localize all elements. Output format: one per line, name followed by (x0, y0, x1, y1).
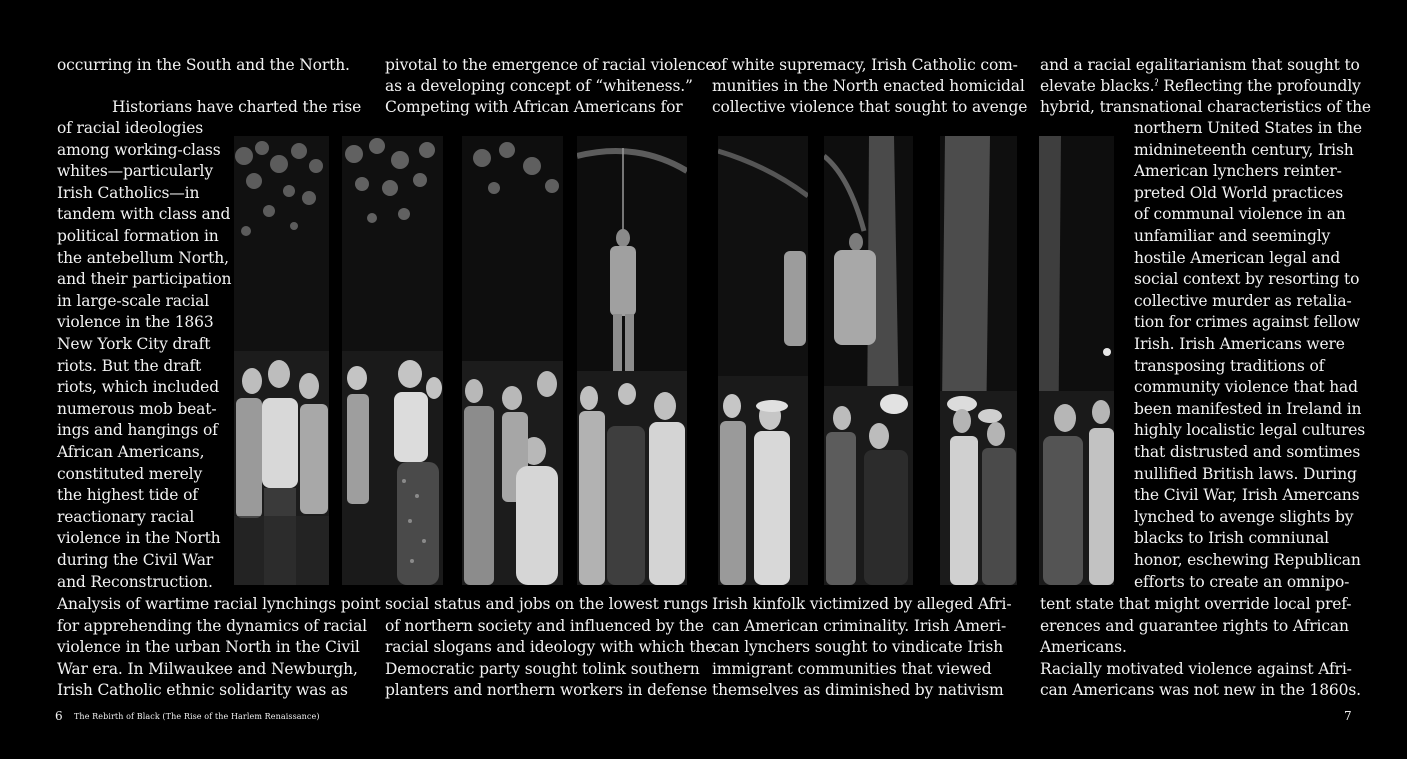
text-line: blacks to Irish comniunal (1134, 529, 1329, 547)
photo-strip-7 (940, 136, 1017, 585)
text-line: pivotal to the emergence of racial violence (385, 56, 715, 74)
text-line: riots. But the draft (57, 357, 202, 375)
text-line: violence in the 1863 (57, 313, 214, 331)
text-line: nullified British laws. During (1134, 465, 1357, 483)
text-line: themselves as diminished by nativism (712, 681, 1004, 699)
text-line: transposing traditions of (1134, 357, 1325, 375)
text-line: tent state that might override local pref- (1040, 595, 1352, 613)
text-line: honor, eschewing Republican (1134, 551, 1361, 569)
text-line: Irish kinfolk victimized by alleged Afri- (712, 595, 1012, 613)
text-line: munities in the North enacted homicidal (712, 77, 1025, 95)
text-line: of white supremacy, Irish Catholic com- (712, 56, 1018, 74)
running-title: The Rebirth of Black (The Rise of the Harlem Renaissance) (74, 712, 320, 721)
text-line: erences and guarantee rights to African (1040, 617, 1349, 635)
text-line: Competing with African Americans for (385, 98, 683, 116)
text-line: as a developing concept of “whiteness.” (385, 77, 693, 95)
text-line: in large-scale racial (57, 292, 210, 310)
photo-strip-3 (462, 136, 563, 585)
photo-strip-5 (718, 136, 808, 585)
text-line: tion for crimes against fellow (1134, 313, 1361, 331)
page-number-left: 6 (55, 709, 63, 723)
text-line: of communal violence in an (1134, 205, 1346, 223)
text-line: lynched to avenge slights by (1134, 508, 1354, 526)
text-line: Democratic party sought tolink southern (385, 660, 700, 678)
text-line: New York City draft (57, 335, 211, 353)
text-line: among working-class (57, 141, 221, 159)
text-line: and a racial egalitarianism that sought to (1040, 56, 1360, 74)
text-line: numerous mob beat- (57, 400, 217, 418)
text-line: Americans. (1040, 638, 1127, 656)
text-line: Racially motivated violence against Afri- (1040, 660, 1352, 678)
text-line: political formation in (57, 227, 219, 245)
photo-strip-6 (824, 136, 913, 585)
text-line: highly localistic legal cultures (1134, 421, 1366, 439)
text-line: reactionary racial (57, 508, 195, 526)
text-line: and their participation (57, 270, 232, 288)
photo-strip-8 (1039, 136, 1114, 585)
text-line: and Reconstruction. (57, 573, 213, 591)
text-line: racial slogans and ideology with which the (385, 638, 715, 656)
text-line: elevate blacks.ˀ Reflecting the profoundly (1040, 77, 1361, 95)
text-line: the Civil War, Irish Amercans (1134, 486, 1360, 504)
text-line: tandem with class and (57, 205, 231, 223)
text-line: collective murder as retalia- (1134, 292, 1352, 310)
text-line: that distrusted and somtimes (1134, 443, 1361, 461)
text-line: constituted merely (57, 465, 203, 483)
text-line: whites—particularly (57, 162, 213, 180)
text-line: the highest tide of (57, 486, 198, 504)
text-line: of racial ideologies (57, 119, 204, 137)
text-line: ings and hangings of (57, 421, 218, 439)
text-line: can American criminality. Irish Ameri- (712, 617, 1007, 635)
text-line: Irish. Irish Americans were (1134, 335, 1345, 353)
text-line: for apprehending the dynamics of racial (57, 617, 367, 635)
text-line: can Americans was not new in the 1860s. (1040, 681, 1361, 699)
photo-strip-4 (577, 136, 687, 585)
text-line: riots, which included (57, 378, 219, 396)
text-line: American lynchers reinter- (1134, 162, 1342, 180)
text-line: been manifested in Ireland in (1134, 400, 1362, 418)
text-line: occurring in the South and the North. (57, 56, 350, 74)
text-line: African Americans, (57, 443, 205, 461)
photo-strip-2 (342, 136, 443, 585)
text-line: of northern society and influenced by the (385, 617, 704, 635)
page-number-right: 7 (1344, 709, 1352, 723)
text-line: Irish Catholic ethnic solidarity was as (57, 681, 348, 699)
text-line: violence in the urban North in the Civil (57, 638, 360, 656)
text-line: unfamiliar and seemingly (1134, 227, 1331, 245)
photo-strip-1 (234, 136, 329, 585)
text-line: the antebellum North, (57, 249, 229, 267)
text-line: midnineteenth century, Irish (1134, 141, 1354, 159)
text-line: preted Old World practices (1134, 184, 1344, 202)
text-line: community violence that had (1134, 378, 1358, 396)
text-line: violence in the North (57, 529, 221, 547)
text-line: hostile American legal and (1134, 249, 1341, 267)
text-line: hybrid, transnational characteristics of the (1040, 98, 1371, 116)
text-line: collective violence that sought to avenge (712, 98, 1028, 116)
text-line: social context by resorting to (1134, 270, 1360, 288)
text-line: social status and jobs on the lowest rungs (385, 595, 708, 613)
text-line: during the Civil War (57, 551, 214, 569)
text-line: Historians have charted the rise (112, 98, 362, 116)
text-line: immigrant communities that viewed (712, 660, 992, 678)
text-line: northern United States in the (1134, 119, 1362, 137)
text-line: efforts to create an omnipo- (1134, 573, 1350, 591)
text-line: War era. In Milwaukee and Newburgh, (57, 660, 358, 678)
text-line: can lynchers sought to vindicate Irish (712, 638, 1004, 656)
text-line: Analysis of wartime racial lynchings point (57, 595, 381, 613)
text-line: planters and northern workers in defense (385, 681, 708, 699)
text-line: Irish Catholics—in (57, 184, 200, 202)
